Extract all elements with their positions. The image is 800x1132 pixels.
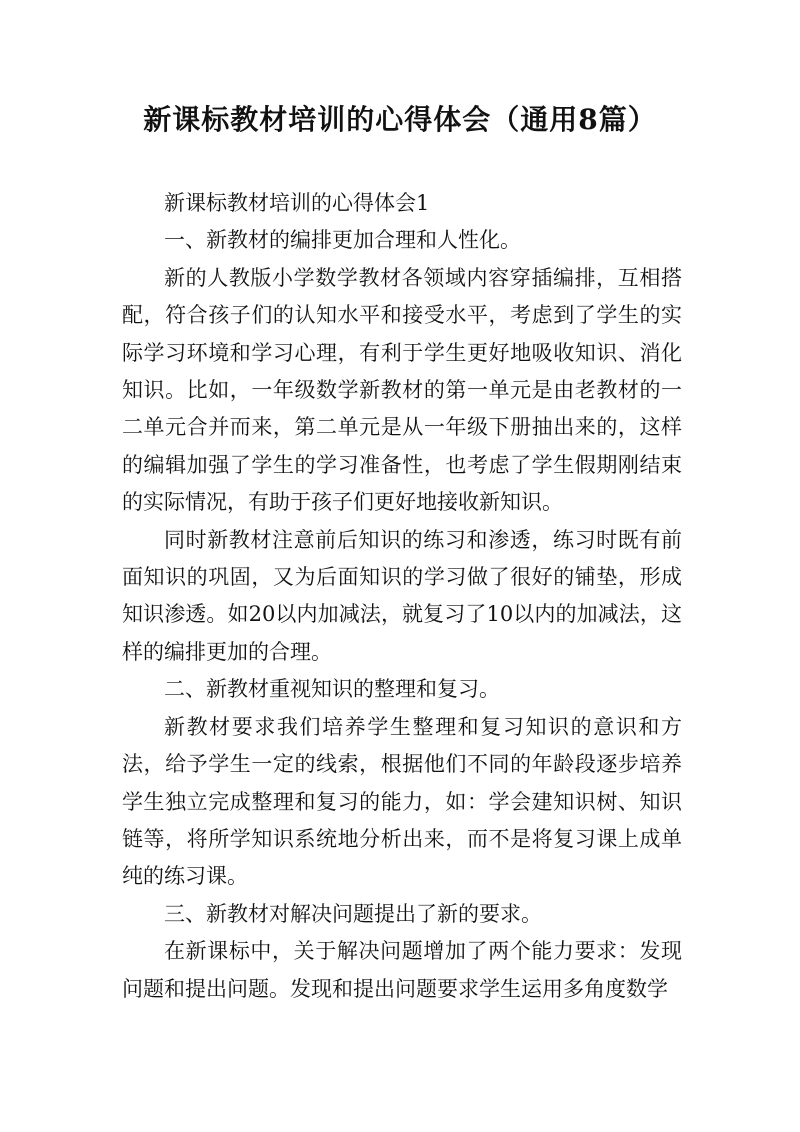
- document-body: [122, 185, 682, 1008]
- section-heading: 新课标教材培训的心得体会1: [164, 191, 430, 215]
- paragraph: 新的人教版小学数学教材各领域内容穿插编排，互相搭配，符合孩子们的认知水平和接受水平，考虑到了学生的实际学习环境和学习心理，有利于学生更好地吸收知识、消化知识。比如，一年级数学新教材的第一单元是由老教材的一二单元合并而来，第二单元是从一年级下册抽出来的，这样的编辑加强了学生的学习准备性，也考虑了学生假期刚结束的实际情况，有助于孩子们更好地接收新知识。: [122, 265, 682, 515]
- document-title: 新课标教材培训的心得体会（通用8篇）: [143, 103, 657, 136]
- paragraph: 在新课标中，关于解决问题增加了两个能力要求：发现问题和提出问题。发现和提出问题要求学生运用多角度数学: [122, 939, 682, 1001]
- subheading: 一、新教材的编排更加合理和人性化。: [164, 228, 521, 253]
- paragraph: 同时新教材注意前后知识的练习和渗透，练习时既有前面知识的巩固，又为后面知识的学习做了很好的铺垫，形成知识渗透。如20以内加减法，就复习了10以内的加减法，这样的编排更加的合理。: [122, 527, 682, 664]
- subheading: 二、新教材重视知识的整理和复习。: [164, 677, 500, 702]
- subheading: 三、新教材对解决问题提出了新的要求。: [164, 901, 542, 926]
- paragraph: 新教材要求我们培养学生整理和复习知识的意识和方法，给予学生一定的线索，根据他们不同的年龄段逐步培养学生独立完成整理和复习的能力，如：学会建知识树、知识链等，将所学知识系统地分析出来，而不是将复习课上成单纯的练习课。: [122, 714, 682, 889]
